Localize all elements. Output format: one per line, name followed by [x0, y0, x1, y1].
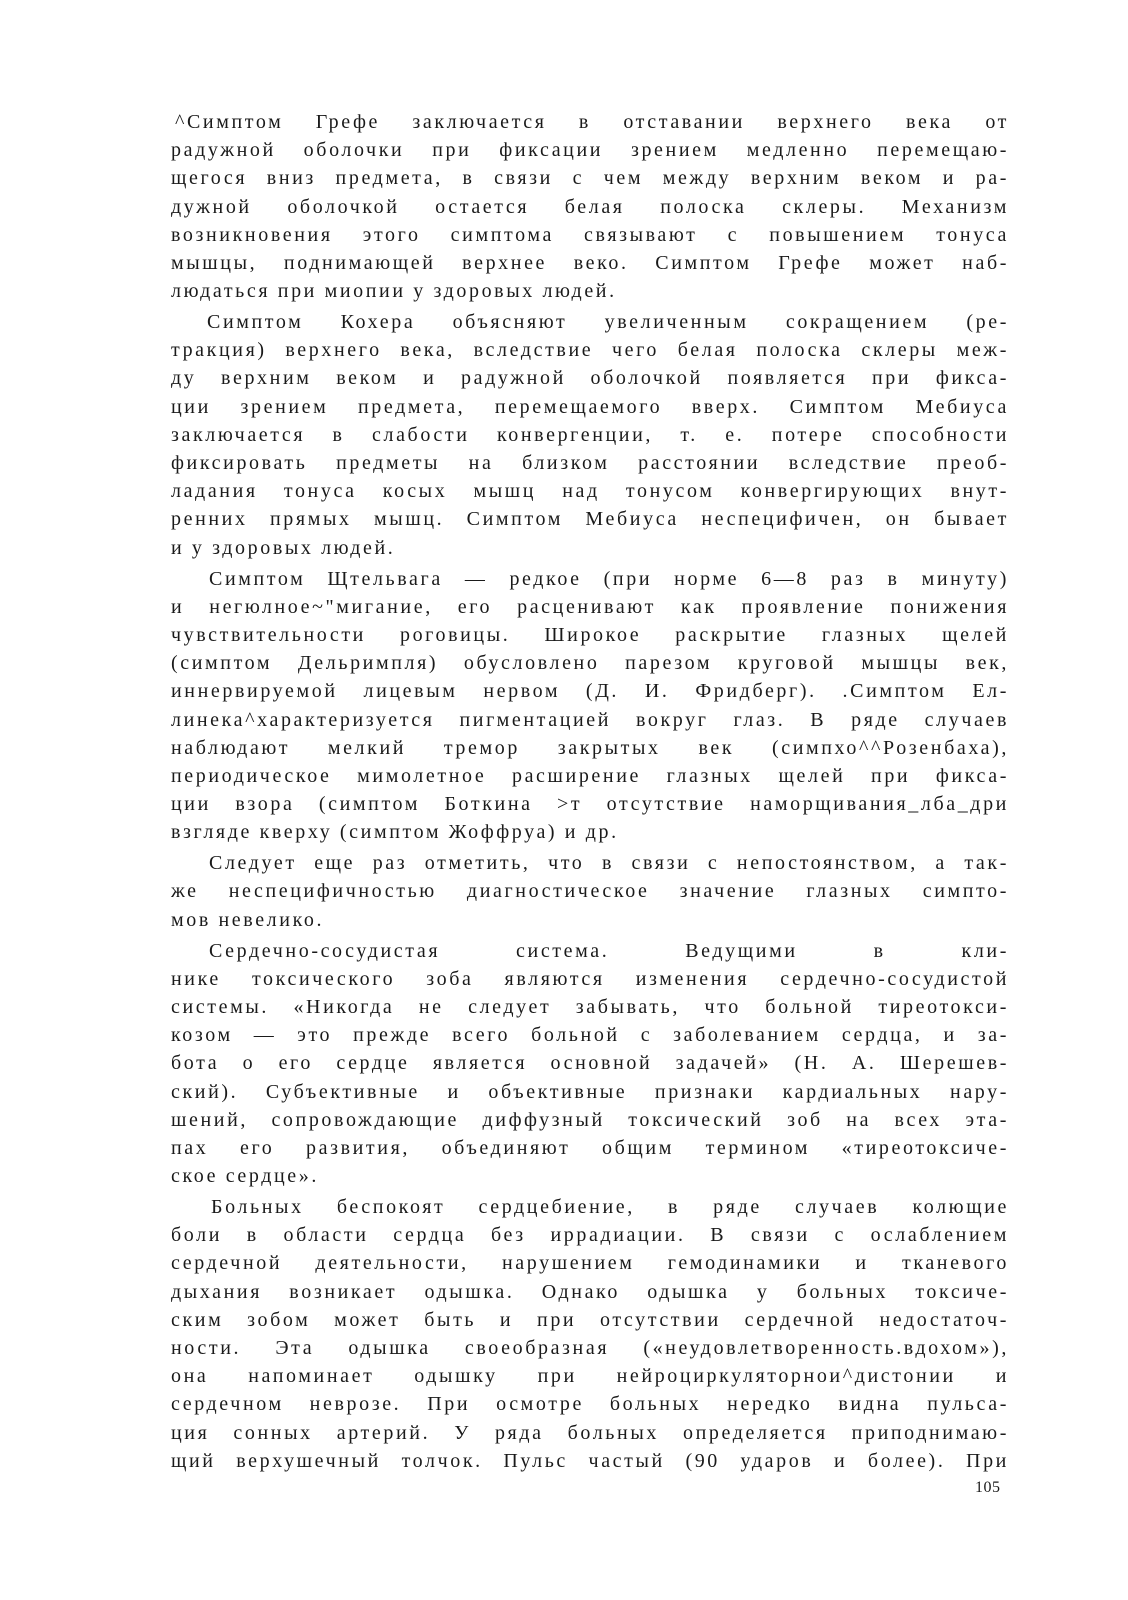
text-line: ности. Эта одышка своеобразная («неудовлетворенность.вдохом»),: [171, 1337, 1009, 1360]
text-line: ский). Субъективные и объективные признаки кардиальных нару-: [171, 1080, 1009, 1103]
text-line: сердечной деятельности, нарушением гемодинамики и тканевого: [171, 1252, 1009, 1275]
text-line: фиксировать предметы на близком расстоянии вследствие преоб-: [171, 452, 1009, 475]
text-line: боли в области сердца без иррадиации. В связи с ослаблением: [171, 1224, 1009, 1247]
text-line: мышцы, поднимающей верхнее веко. Симптом Грефе может наб-: [171, 251, 1009, 274]
text-line: и у здоровых людей.: [171, 536, 396, 559]
text-line: ским зобом может быть и при отсутствии сердечной недостаточ-: [171, 1308, 1009, 1331]
text-line: она напоминает одышку при нейроциркуляторнои^дистонии и: [171, 1365, 1009, 1388]
text-line: козом — это прежде всего больной с заболеванием сердца, и за-: [171, 1024, 1009, 1047]
text-line: же неспецифичностью диагностическое значение глазных симпто-: [171, 880, 1009, 903]
text-line: дужной оболочкой остается белая полоска склеры. Механизм: [171, 195, 1009, 218]
text-line: взгляде кверху (симптом Жоффруа) и др.: [171, 821, 619, 844]
text-line: ду верхним веком и радужной оболочкой появляется при фикса-: [171, 367, 1009, 390]
text-line: периодическое мимолетное расширение глазных щелей при фикса-: [171, 764, 1009, 787]
text-line: чувствительности роговицы. Широкое раскрытие глазных щелей: [171, 623, 1009, 646]
text-line: ^Симптом Грефе заключается в отставании верхнего века от: [175, 111, 1009, 133]
text-line: людаться при миопии у здоровых людей.: [171, 280, 617, 303]
text-line: нике токсического зоба являются изменения сердечно-сосудистой: [171, 967, 1009, 990]
text-line: тракция) верхнего века, вследствие чего белая полоска склеры меж-: [171, 339, 1009, 362]
text-line: Больных беспокоят сердцебиение, в ряде случаев колющие: [211, 1196, 1009, 1219]
text-line: системы. «Никогда не следует забывать, что больной тиреотокси-: [171, 996, 1009, 1018]
text-line: дыхания возникает одышка. Однако одышка у больных токсиче-: [171, 1280, 1009, 1303]
text-line: Симптом Кохера объясняют увеличенным сокращением (ре-: [207, 311, 1009, 334]
text-line: щегося вниз предмета, в связи с чем между верхним веком и ра-: [171, 167, 1009, 190]
text-line: наблюдают мелкий тремор закрытых век (симпхо^^Розенбаха),: [171, 736, 1009, 759]
text-line: сердечном неврозе. При осмотре больных нередко видна пульса-: [171, 1393, 1009, 1416]
page-number: 105: [975, 1479, 1001, 1496]
text-line: ское сердце».: [171, 1165, 319, 1188]
text-line: радужной оболочки при фиксации зрением медленно перемещаю-: [171, 139, 1009, 162]
text-line: шений, сопровождающие диффузный токсический зоб на всех эта-: [171, 1108, 1009, 1131]
text-line: ции взора (симптом Боткина >т отсутствие наморщивания_лба_дри: [171, 793, 1009, 816]
text-line: Сердечно-сосудистая система. Ведущими в кли-: [209, 939, 1009, 962]
text-line: ладания тонуса косых мышц над тонусом конвергирующих внут-: [171, 480, 1009, 503]
text-line: возникновения этого симптома связывают с повышением тонуса: [171, 223, 1009, 246]
text-line: ция сонных артерий. У ряда больных определяется приподнимаю-: [171, 1421, 1009, 1444]
text-line: пах его развития, объединяют общим термином «тиреотоксиче-: [171, 1136, 1009, 1159]
text-line: иннервируемой лицевым нервом (Д. И. Фридберг). .Симптом Ел-: [171, 680, 1009, 703]
text-line: линека^характеризуется пигментацией вокруг глаз. В ряде случаев: [171, 708, 1009, 731]
text-line: щий верхушечный толчок. Пульс частый (90 ударов и более). При: [171, 1449, 1009, 1472]
text-line: заключается в слабости конвергенции, т. е. потере способности: [171, 423, 1009, 446]
body-text: [171, 108, 1009, 1475]
text-line: мов невелико.: [171, 908, 325, 931]
text-line: (симптом Дельримпля) обусловлено парезом круговой мышцы век,: [171, 652, 1009, 675]
text-line: ции зрением предмета, перемещаемого вверх. Симптом Мебиуса: [171, 395, 1009, 418]
text-line: ренних прямых мышц. Симптом Мебиуса неспецифичен, он бывает: [171, 508, 1009, 531]
text-line: Следует еще раз отметить, что в связи с непостоянством, а так-: [209, 852, 1009, 875]
text-line: Симптом Щтельвага — редкое (при норме 6—8 раз в минуту): [209, 567, 1009, 590]
text-line: бота о его сердце является основной задачей» (Н. А. Шерешев-: [171, 1052, 1009, 1075]
text-line: и негюлное~"мигание, его расценивают как проявление понижения: [171, 595, 1009, 618]
